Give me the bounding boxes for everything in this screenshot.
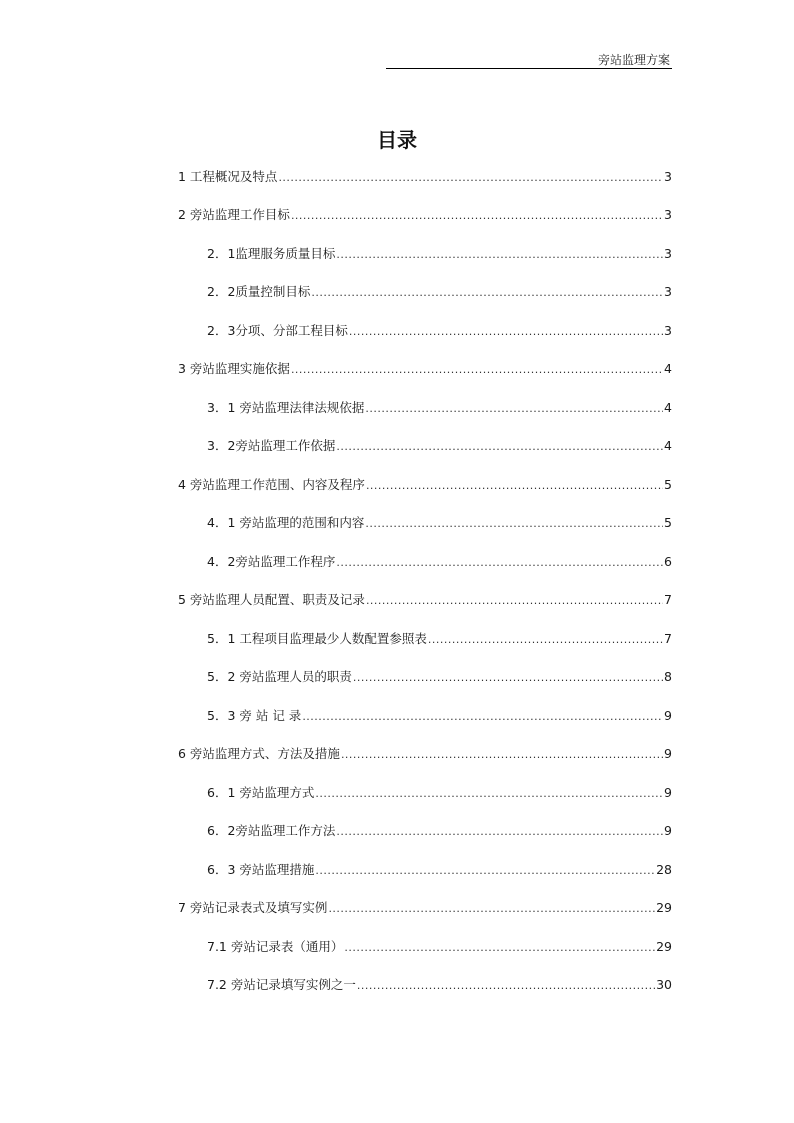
- page-title: 目录: [377, 128, 417, 152]
- toc-entry[interactable]: [207, 822, 672, 840]
- toc-entry-label: 2．2质量控制目标: [207, 284, 311, 299]
- toc-entry-label: 3 旁站监理实施依据: [178, 361, 290, 376]
- toc-entry-label: 5．1 工程项目监理最少人数配置参照表: [207, 631, 427, 646]
- toc-entry[interactable]: [207, 399, 672, 417]
- toc-entry[interactable]: [178, 168, 672, 186]
- dot-leader: [328, 900, 655, 918]
- toc-entry[interactable]: [207, 668, 672, 686]
- toc-entry[interactable]: [207, 553, 672, 571]
- toc-entry[interactable]: [207, 514, 672, 532]
- toc-entry-page: 5: [664, 477, 672, 492]
- dot-leader: [291, 361, 663, 379]
- toc-entry-page: 4: [664, 438, 672, 453]
- toc-entry[interactable]: [178, 899, 672, 917]
- dot-leader: [344, 939, 655, 957]
- toc-entry-page: 7: [664, 631, 672, 646]
- toc-entry-label: 2．3分项、分部工程目标: [207, 323, 348, 338]
- page-header: [386, 52, 672, 69]
- toc-entry-label: 2 旁站监理工作目标: [178, 207, 290, 222]
- toc-entry-label: 3．1 旁站监理法律法规依据: [207, 400, 365, 415]
- header-title: 旁站监理方案: [597, 53, 670, 67]
- toc-entry-label: 6 旁站监理方式、方法及措施: [178, 746, 340, 761]
- toc-entry-page: 3: [664, 169, 672, 184]
- toc-entry[interactable]: [178, 476, 672, 494]
- toc-entry-label: 1 工程概况及特点: [178, 169, 278, 184]
- dot-leader: [336, 823, 663, 841]
- toc-entry-page: 29: [656, 939, 672, 954]
- toc-entry-page: 3: [664, 323, 672, 338]
- toc-entry-label: 7.2 旁站记录填写实例之一: [207, 977, 356, 992]
- toc-entry-label: 6．3 旁站监理措施: [207, 862, 315, 877]
- toc-entry-label: 5 旁站监理人员配置、职责及记录: [178, 592, 365, 607]
- toc-entry-label: 6．2旁站监理工作方法: [207, 823, 336, 838]
- dot-leader: [336, 438, 663, 456]
- toc-entry-page: 3: [664, 246, 672, 261]
- toc-entry-label: 7 旁站记录表式及填写实例: [178, 900, 328, 915]
- toc-entry-page: 9: [664, 785, 672, 800]
- toc-entry[interactable]: [207, 283, 672, 301]
- dot-leader: [336, 554, 663, 572]
- toc-entry[interactable]: [178, 591, 672, 609]
- dot-leader: [336, 246, 663, 264]
- toc-entry-label: 6．1 旁站监理方式: [207, 785, 315, 800]
- dot-leader: [366, 477, 663, 495]
- toc-entry[interactable]: [178, 206, 672, 224]
- toc-entry[interactable]: [207, 784, 672, 802]
- toc-entry[interactable]: [207, 437, 672, 455]
- toc-entry-page: 4: [664, 361, 672, 376]
- toc-entry[interactable]: [207, 976, 672, 994]
- toc-entry[interactable]: [207, 630, 672, 648]
- dot-leader: [357, 977, 655, 995]
- dot-leader: [341, 746, 663, 764]
- dot-leader: [302, 708, 663, 726]
- toc-entry[interactable]: [207, 245, 672, 263]
- toc-entry-page: 4: [664, 400, 672, 415]
- dot-leader: [365, 515, 663, 533]
- dot-leader: [291, 207, 663, 225]
- dot-leader: [349, 323, 663, 341]
- toc-entry[interactable]: [178, 745, 672, 763]
- toc-entry-page: 28: [656, 862, 672, 877]
- dot-leader: [366, 592, 663, 610]
- toc-entry-page: 7: [664, 592, 672, 607]
- toc-entry-page: 29: [656, 900, 672, 915]
- toc-entry-page: 6: [664, 554, 672, 569]
- toc-entry-page: 30: [656, 977, 672, 992]
- dot-leader: [311, 284, 663, 302]
- toc-entry-page: 8: [664, 669, 672, 684]
- toc-entry-label: 4．2旁站监理工作程序: [207, 554, 336, 569]
- toc-entry[interactable]: [207, 322, 672, 340]
- toc-entry-label: 3．2旁站监理工作依据: [207, 438, 336, 453]
- toc-entry-page: 3: [664, 207, 672, 222]
- toc-entry[interactable]: [207, 861, 672, 879]
- dot-leader: [315, 785, 663, 803]
- toc-entry[interactable]: [178, 360, 672, 378]
- toc-entry-page: 3: [664, 284, 672, 299]
- toc-entry-label: 7.1 旁站记录表（通用）: [207, 939, 344, 954]
- dot-leader: [365, 400, 663, 418]
- toc-entry[interactable]: [207, 938, 672, 956]
- toc-entry-page: 5: [664, 515, 672, 530]
- dot-leader: [353, 669, 663, 687]
- toc-entry-label: 2．1监理服务质量目标: [207, 246, 336, 261]
- dot-leader: [315, 862, 655, 880]
- toc-entry-label: 4 旁站监理工作范围、内容及程序: [178, 477, 365, 492]
- toc-entry[interactable]: [207, 707, 672, 725]
- toc-entry-label: 5．2 旁站监理人员的职责: [207, 669, 352, 684]
- toc-entry-page: 9: [664, 708, 672, 723]
- toc-entry-label: 5．3 旁 站 记 录: [207, 708, 302, 723]
- toc-entry-page: 9: [664, 823, 672, 838]
- dot-leader: [428, 631, 663, 649]
- toc-entry-page: 9: [664, 746, 672, 761]
- toc-entry-label: 4．1 旁站监理的范围和内容: [207, 515, 365, 530]
- dot-leader: [278, 169, 663, 187]
